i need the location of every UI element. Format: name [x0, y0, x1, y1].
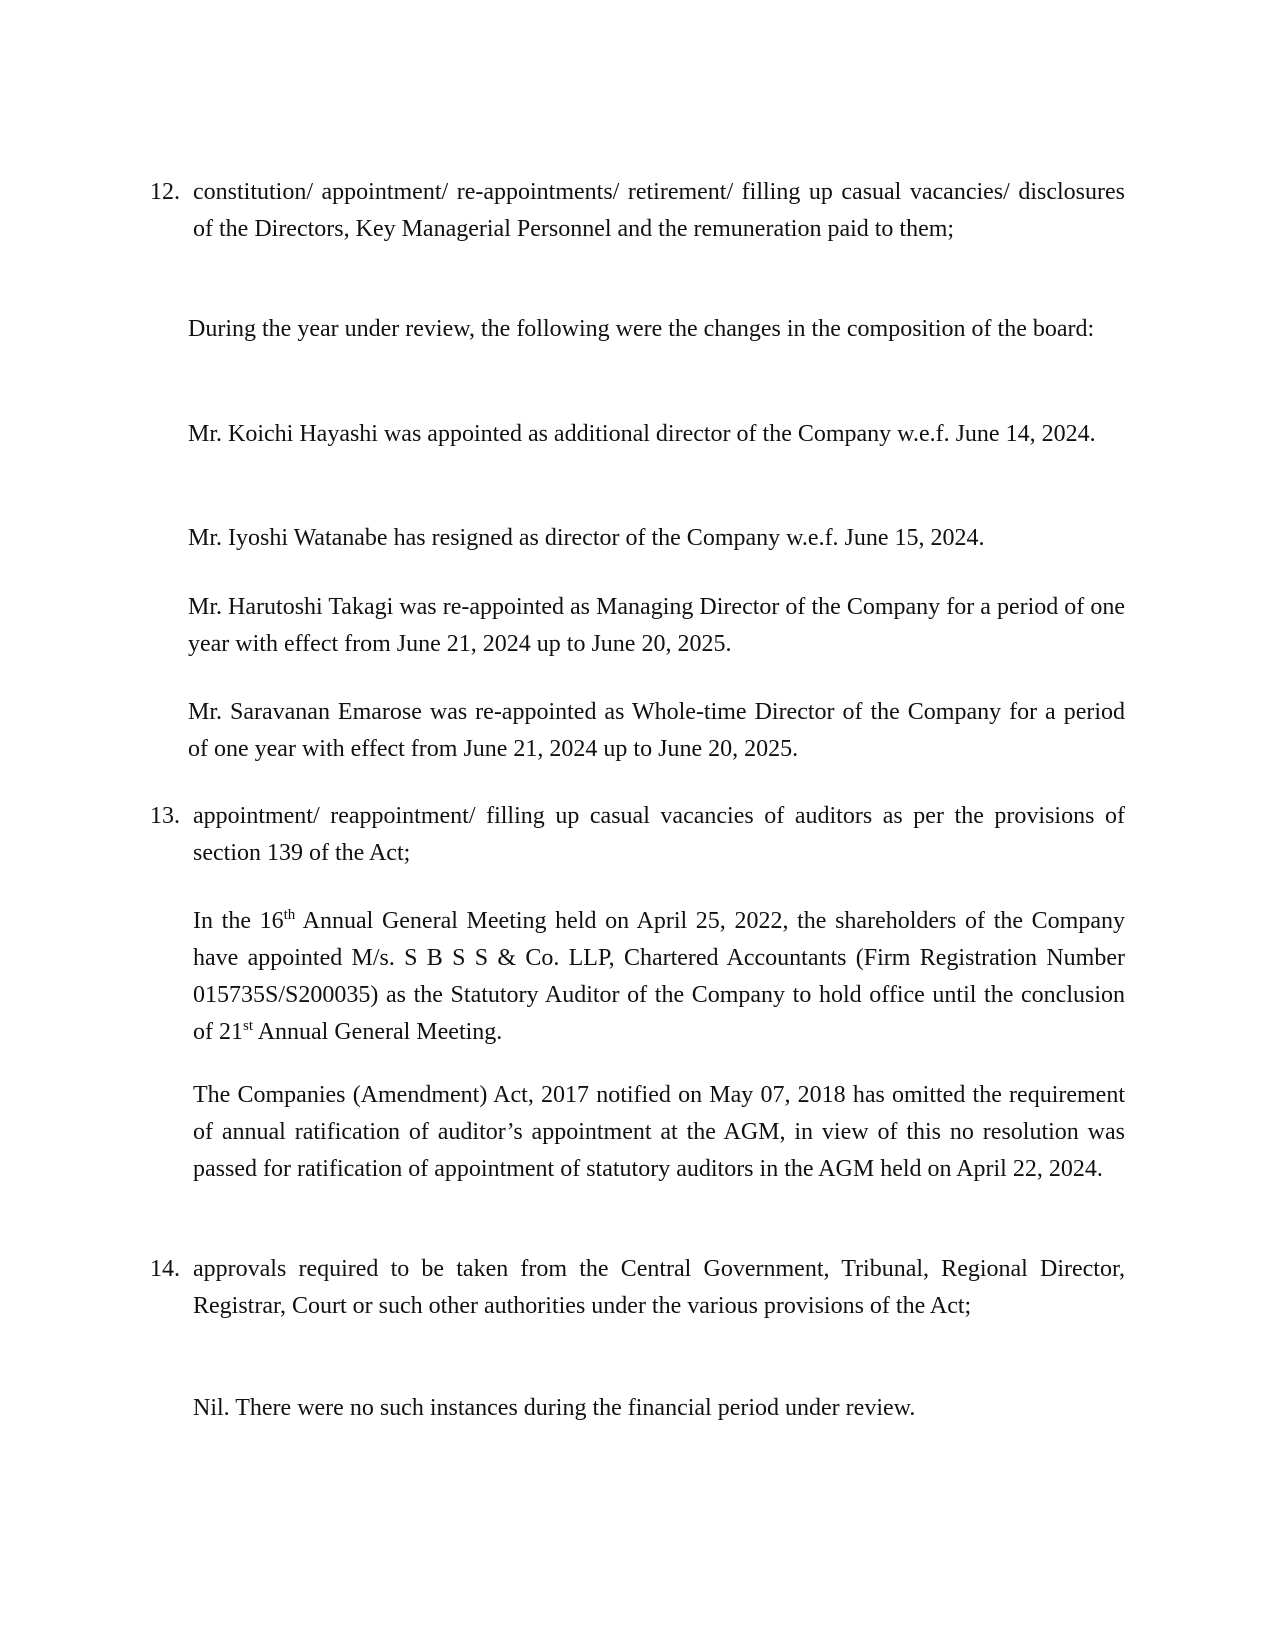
paragraph: The Companies (Amendment) Act, 2017 notified on May 07, 2018 has omitted the requirement of annual ratification of auditor’s appointment at the AGM, in view of this no resolution was passed for ratification of appointment of statutory auditors in the AGM held on April 22, 2024.	[193, 1082, 1125, 1182]
item-heading: constitution/ appointment/ re-appointments/ retirement/ filling up casual vacancies/ disclosures of the Directors, Key Managerial Personnel and the remuneration paid to them;	[193, 179, 1125, 242]
list-item-13	[150, 798, 1125, 872]
list-item-12	[150, 174, 1125, 248]
paragraph: Mr. Iyoshi Watanabe has resigned as director of the Company w.e.f. June 15, 2024.	[188, 525, 985, 551]
item-heading: approvals required to be taken from the Central Government, Tribunal, Regional Director, Registrar, Court or such other authorities under the various provisions of the Act;	[193, 1256, 1125, 1319]
text-segment: Annual General Meeting.	[253, 1019, 503, 1045]
paragraph: Nil. There were no such instances during the financial period under review.	[193, 1395, 916, 1421]
paragraph: Mr. Harutoshi Takagi was re-appointed as Managing Director of the Company for a period of one year with effect from June 21, 2024 up to June 20, 2025.	[188, 594, 1125, 657]
item-number: 14.	[150, 1256, 180, 1282]
ordinal-suffix: th	[283, 907, 296, 923]
item-number: 12.	[150, 179, 180, 205]
paragraph: Mr. Saravanan Emarose was re-appointed as Whole-time Director of the Company for a period of one year with effect from June 21, 2024 up to June 20, 2025.	[188, 699, 1125, 762]
ordinal-suffix: st	[243, 1018, 254, 1034]
text-segment: In the 16	[193, 908, 284, 934]
text-segment: Annual General Meeting held on April 25, 2022, the shareholders of the Company have appointed M/s. S B S S & Co. LLP, Chartered Accountants (Firm Registration Number 015735S/S200035) as the Statutory Auditor of the Company to hold office until the conclusion of 21	[193, 908, 1125, 1045]
paragraph: Mr. Koichi Hayashi was appointed as additional director of the Company w.e.f. June 14, 2024.	[188, 421, 1096, 447]
list-item-14	[150, 1251, 1125, 1325]
agm-paragraph	[193, 903, 1125, 1051]
item-number: 13.	[150, 803, 180, 829]
paragraph: During the year under review, the following were the changes in the composition of the board:	[188, 316, 1095, 342]
item-heading: appointment/ reappointment/ filling up casual vacancies of auditors as per the provisions of section 139 of the Act;	[193, 803, 1125, 866]
